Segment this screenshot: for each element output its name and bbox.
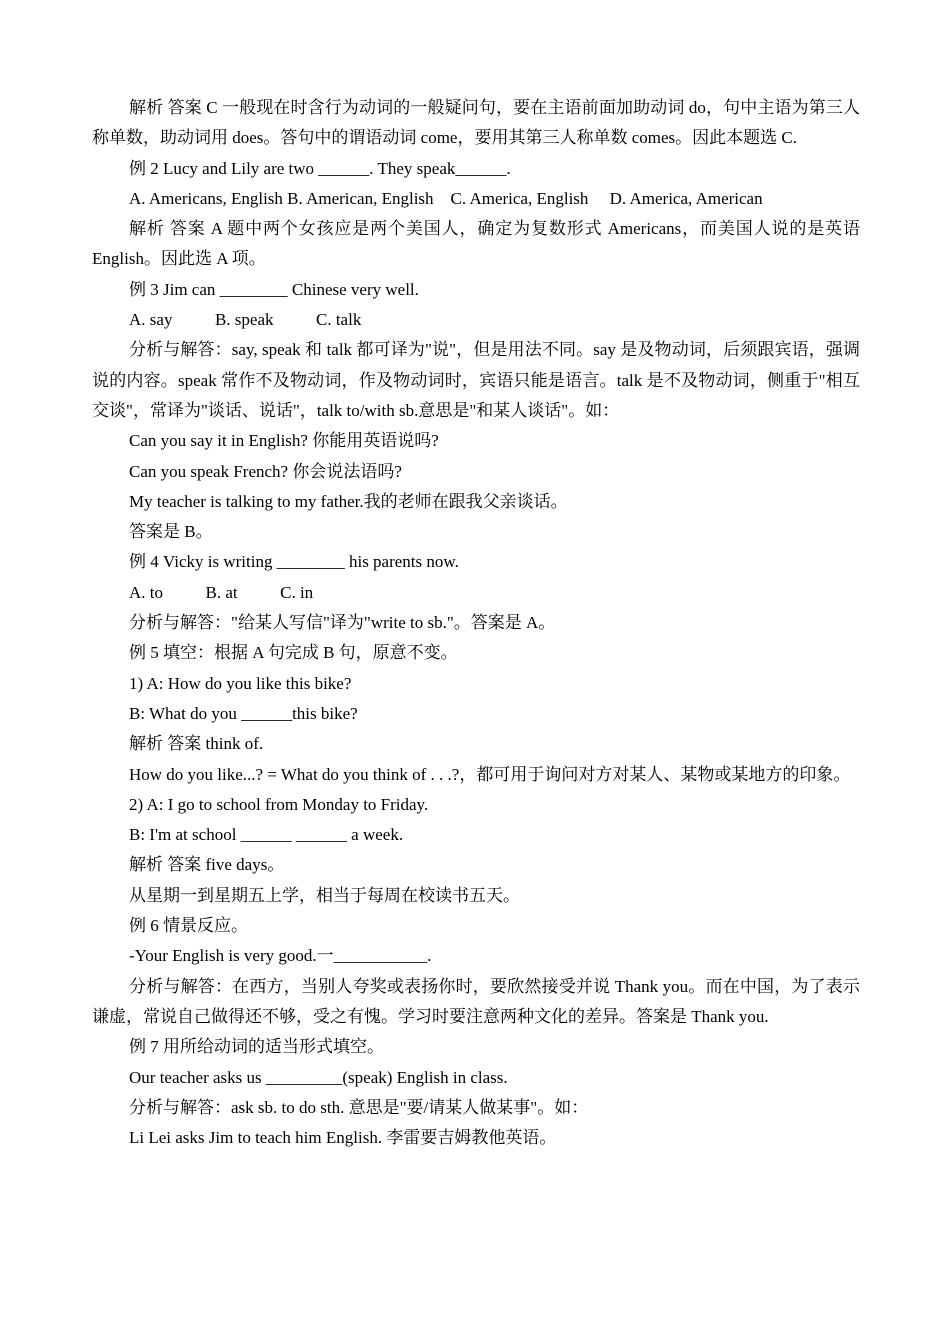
paragraph-example-3: 例 3 Jim can ________ Chinese very well. (129, 279, 419, 299)
paragraph-example-4: 例 4 Vicky is writing ________ his parents now. (129, 552, 459, 572)
paragraph-analysis-2: 解析 答案 A 题中两个女孩应是两个美国人，确定为复数形式 Americans，而美国人说的是英语 English。因此选 A 项。 (92, 219, 860, 269)
paragraph-example-3-options: A. say B. speak C. talk (129, 310, 362, 330)
paragraph-explanation-5-2: 从星期一到星期五上学，相当于每周在校读书五天。 (129, 885, 520, 905)
paragraph-example-5-q2b: B: I'm at school ______ ______ a week. (129, 825, 404, 845)
paragraph-example-7-question: Our teacher asks us _________(speak) English in class. (129, 1067, 508, 1087)
paragraph-example-2: 例 2 Lucy and Lily are two ______. They speak______. (129, 158, 511, 178)
paragraph-analysis-5-1: 解析 答案 think of. (129, 734, 264, 754)
paragraph-example-2-options: A. Americans, English B. American, English C. America, English D. America, American (129, 188, 763, 208)
paragraph-analysis-4: 分析与解答："给某人写信"译为"write to sb."。答案是 A。 (129, 613, 556, 633)
paragraph-example-sentence-3: My teacher is talking to my father.我的老师在跟我父亲谈话。 (129, 491, 568, 511)
paragraph-analysis-5-2: 解析 答案 five days。 (129, 855, 285, 875)
paragraph-example-sentence-1: Can you say it in English? 你能用英语说吗? (129, 431, 439, 451)
paragraph-example-5: 例 5 填空：根据 A 句完成 B 句，原意不变。 (129, 643, 458, 663)
paragraph-example-6-question: -Your English is very good.一___________. (129, 946, 432, 966)
paragraph-analysis-7: 分析与解答：ask sb. to do sth. 意思是"要/请某人做某事"。如： (129, 1097, 589, 1117)
paragraph-example-5-q2a: 2) A: I go to school from Monday to Friday. (129, 794, 429, 814)
paragraph-example-5-q1a: 1) A: How do you like this bike? (129, 673, 352, 693)
paragraph-example-4-options: A. to B. at C. in (129, 582, 314, 602)
paragraph-example-6: 例 6 情景反应。 (129, 916, 248, 936)
paragraph-analysis-3: 分析与解答：say, speak 和 talk 都可译为"说"，但是用法不同。say 是及物动词，后须跟宾语，强调说的内容。speak 常作不及物动词，作及物动词时，宾语只能是语言。talk 是不及物动词，侧重于"相互交谈"，常译为"谈话、说话"，talk to/with sb.意思是"和某人谈话"。如： (92, 340, 860, 420)
paragraph-example-7: 例 7 用所给动词的适当形式填空。 (129, 1037, 384, 1057)
document-body (92, 93, 860, 1153)
paragraph-analysis-6: 分析与解答：在西方，当别人夸奖或表扬你时，要欣然接受并说 Thank you。而在中国，为了表示谦虚，常说自己做得还不够，受之有愧。学习时要注意两种文化的差异。答案是 Thank you. (92, 976, 860, 1026)
paragraph-answer-3: 答案是 B。 (129, 522, 213, 542)
paragraph-example-5-q1b: B: What do you ______this bike? (129, 703, 358, 723)
paragraph-example-7-sentence: Li Lei asks Jim to teach him English. 李雷要吉姆教他英语。 (129, 1128, 557, 1148)
paragraph-example-sentence-2: Can you speak French? 你会说法语吗? (129, 461, 402, 481)
paragraph-analysis-1: 解析 答案 C 一般现在时含行为动词的一般疑问句，要在主语前面加助动词 do，句中主语为第三人称单数，助动词用 does。答句中的谓语动词 come，要用其第三人称单数 comes。因此本题选 C. (92, 98, 860, 148)
paragraph-explanation-5-1: How do you like...? = What do you think of . . .?，都可用于询问对方对某人、某物或某地方的印象。 (129, 764, 851, 784)
